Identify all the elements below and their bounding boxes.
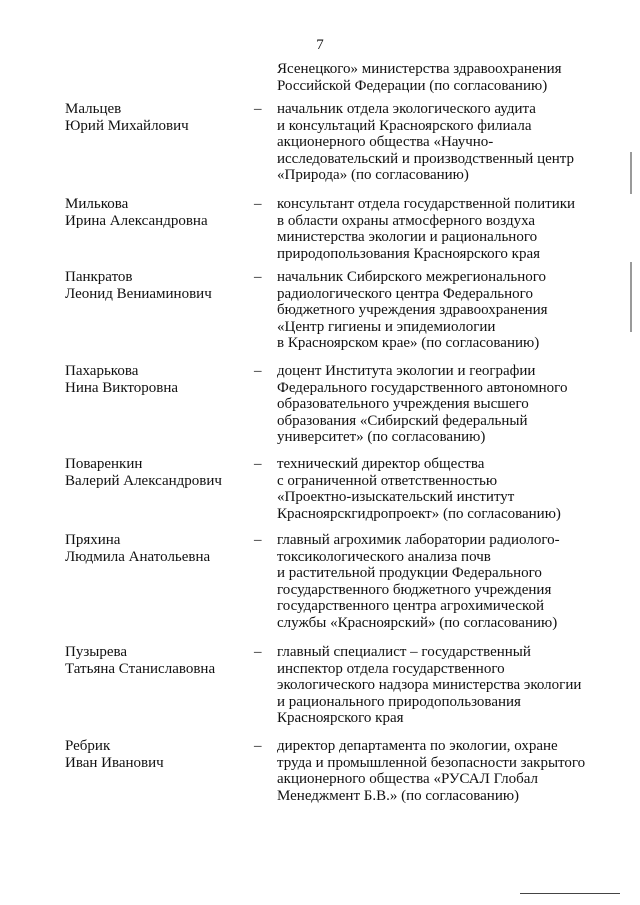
member-name [65,196,255,229]
position-line: инспектор отдела государственного [277,660,505,677]
position-line: службы «Красноярский» (по согласованию) [277,614,558,631]
position-line: труда и промышленной безопасности закрытого [277,754,586,771]
position-line: университет» (по согласованию) [277,429,486,446]
entry-dash: – [254,456,262,472]
member-position [277,644,617,727]
position-line: бюджетного учреждения здравоохранения [277,302,548,319]
position-line: природопользования Красноярского края [277,245,541,262]
position-line: исследовательский и производственный центр [277,150,575,167]
member-name [65,738,255,771]
position-line: и рационального природопользования [277,693,521,710]
member-position [277,363,617,446]
position-line: Федерального государственного автономного [277,379,568,396]
member-given-name: Людмила Анатольевна [65,548,211,565]
position-line: и растительной продукции Федерального [277,565,542,582]
position-line: «Проектно-изыскательский институт [277,489,515,506]
member-name [65,363,255,396]
page-number: 7 [316,37,324,53]
member-given-name: Ирина Александровна [65,212,208,229]
member-name [65,456,255,489]
member-position [277,269,617,352]
entry-dash: – [254,644,262,660]
member-position [277,196,617,262]
position-line: образования «Сибирский федеральный [277,412,528,429]
member-name [65,644,255,677]
member-given-name: Татьяна Станиславовна [65,660,216,677]
member-surname: Пахарькова [65,363,139,379]
position-line: акционерного общества «РУСАЛ Глобал [277,771,538,788]
member-surname: Ребрик [65,738,111,754]
member-given-name: Юрий Михайлович [65,117,189,134]
position-line: радиологического центра Федерального [277,285,533,302]
member-position [277,456,617,522]
position-line: директор департамента по экологии, охране [277,738,558,754]
position-line: «Центр гигиены и эпидемиологии [277,318,496,335]
entry-dash: – [254,738,262,754]
position-line: главный агрохимик лаборатории радиолого- [277,532,560,548]
position-line: образовательного учреждения высшего [277,396,529,413]
position-line: министерства экологии и рационального [277,229,538,246]
position-line: начальник Сибирского межрегионального [277,269,547,285]
position-line: Красноярского края [277,710,404,727]
entry-dash: – [254,196,262,212]
position-line: в области охраны атмосферного воздуха [277,212,536,229]
member-name [65,101,255,134]
footer-rule [520,893,620,894]
position-line: доцент Института экологии и географии [277,363,536,379]
position-line: Красноярскгидропроект» (по согласованию) [277,505,561,522]
continuation-text [277,61,617,94]
position-line: экологического надзора министерства экологии [277,677,582,694]
member-surname: Милькова [65,196,129,212]
entry-dash: – [254,101,262,117]
member-given-name: Леонид Вениаминович [65,285,212,302]
member-name [65,532,255,565]
member-surname: Пряхина [65,532,121,548]
position-line: государственного центра агрохимической [277,598,545,615]
position-line: «Природа» (по согласованию) [277,167,469,184]
member-position [277,738,617,804]
scan-edge-mark [630,262,632,332]
continuation-line: Ясенецкого» министерства здравоохранения [277,61,562,77]
position-line: и консультаций Красноярского филиала [277,117,532,134]
position-line: с ограниченной ответственностью [277,472,498,489]
position-line: государственного бюджетного учреждения [277,581,552,598]
member-surname: Поваренкин [65,456,143,472]
entry-dash: – [254,363,262,379]
position-line: токсикологического анализа почв [277,548,491,565]
member-position [277,532,617,632]
member-given-name: Нина Викторовна [65,379,179,396]
position-line: в Красноярском крае» (по согласованию) [277,335,540,352]
continuation-line: Российской Федерации (по согласованию) [277,77,548,94]
position-line: Менеджмент Б.В.» (по согласованию) [277,787,520,804]
member-given-name: Валерий Александрович [65,472,222,489]
member-position [277,101,617,184]
member-surname: Мальцев [65,101,122,117]
member-surname: Пузырева [65,644,128,660]
scan-edge-mark [630,152,632,194]
position-line: консультант отдела государственной политики [277,196,576,212]
position-line: главный специалист – государственный [277,644,531,660]
position-line: технический директор общества [277,456,485,472]
entry-dash: – [254,269,262,285]
member-surname: Панкратов [65,269,133,285]
position-line: акционерного общества «Научно- [277,134,494,151]
member-given-name: Иван Иванович [65,754,164,771]
position-line: начальник отдела экологического аудита [277,101,536,117]
member-name [65,269,255,302]
entry-dash: – [254,532,262,548]
